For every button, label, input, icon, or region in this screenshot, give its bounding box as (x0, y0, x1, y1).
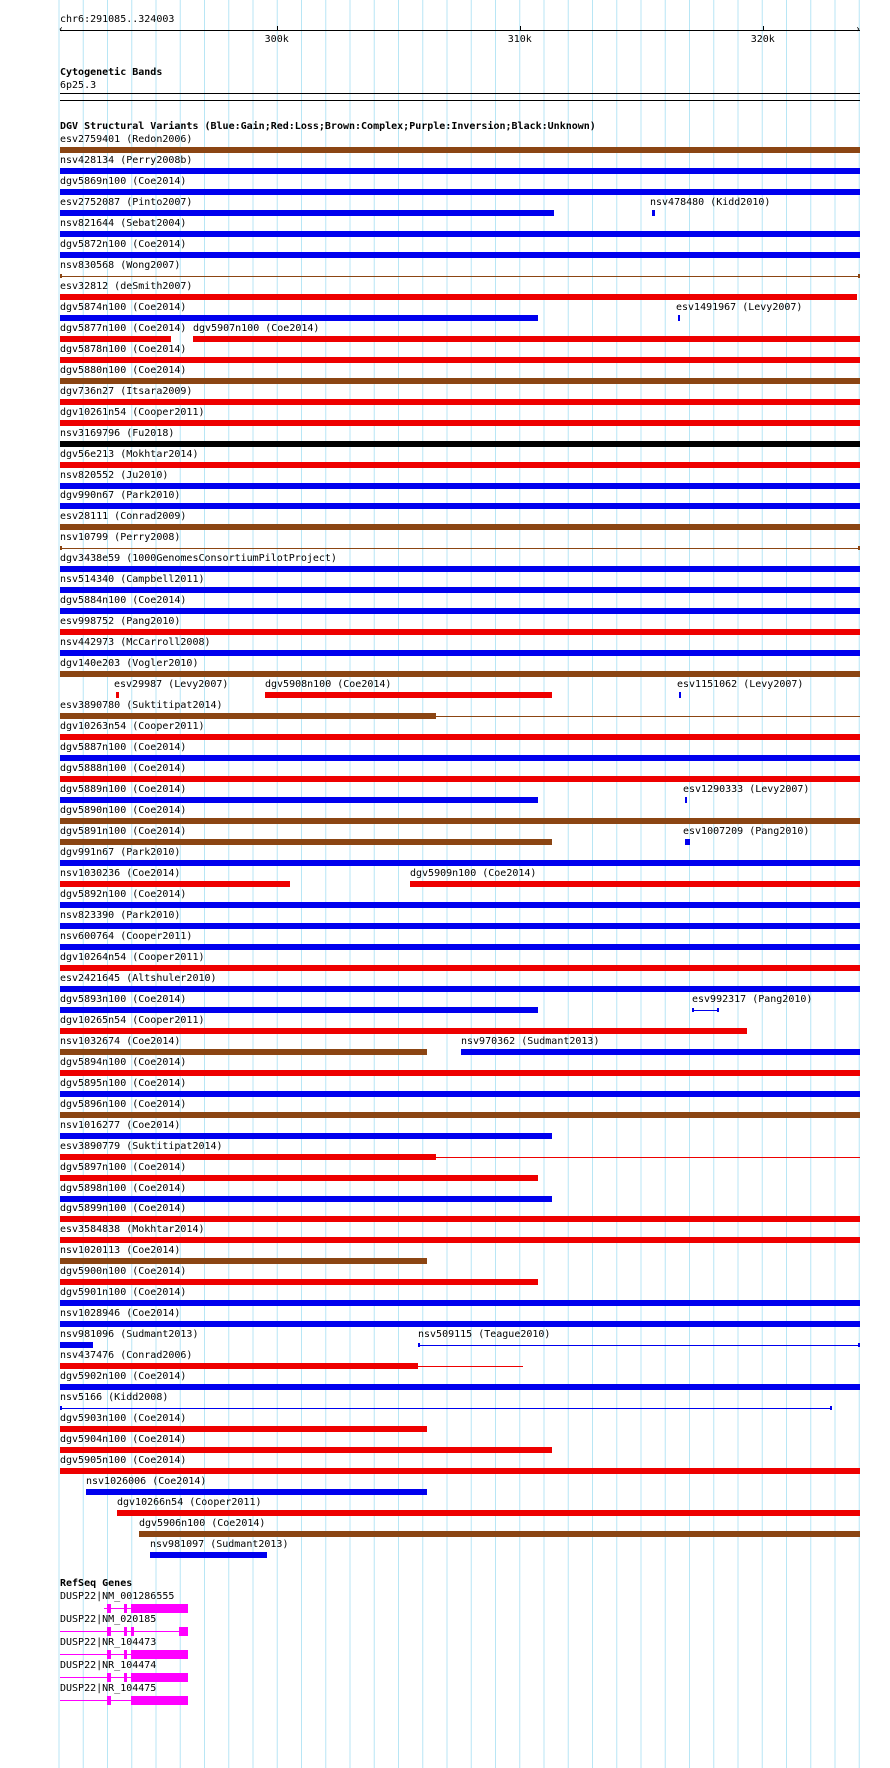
dgv-variant-cap (858, 1343, 860, 1347)
refseq-exon[interactable] (107, 1604, 112, 1613)
dgv-variant-label[interactable]: dgv736n27 (Itsara2009) (60, 386, 193, 397)
dgv-variant-label[interactable]: dgv5904n100 (Coe2014) (60, 1434, 187, 1445)
dgv-variant-label[interactable]: nsv478480 (Kidd2010) (650, 197, 771, 208)
dgv-variant-label[interactable]: nsv1032674 (Coe2014) (60, 1036, 181, 1047)
dgv-variant-cap (60, 546, 62, 550)
dgv-variant-bar[interactable] (60, 671, 860, 677)
dgv-variant-bar[interactable] (60, 1028, 747, 1034)
ruler-tick-label: 300k (264, 34, 289, 45)
dgv-variant-bar[interactable] (60, 231, 860, 237)
dgv-variant-label[interactable]: dgv5888n100 (Coe2014) (60, 763, 187, 774)
dgv-variant-label[interactable]: dgv10264n54 (Cooper2011) (60, 952, 205, 963)
dgv-variant-bar[interactable] (60, 902, 860, 908)
dgv-variant-bar[interactable] (60, 944, 860, 950)
dgv-variant-label[interactable]: dgv5900n100 (Coe2014) (60, 1266, 187, 1277)
cytoband-label: 6p25.3 (60, 80, 97, 91)
dgv-variant-bar[interactable] (193, 336, 860, 342)
dgv-variant-label[interactable]: dgv5889n100 (Coe2014) (60, 784, 187, 795)
dgv-variant-label[interactable]: dgv5872n100 (Coe2014) (60, 239, 187, 250)
dgv-variant-label[interactable]: dgv5905n100 (Coe2014) (60, 1455, 187, 1466)
dgv-variant-label[interactable]: dgv5907n100 (Coe2014) (193, 323, 320, 334)
dgv-variant-bar[interactable] (60, 923, 860, 929)
dgv-variant-bar[interactable] (60, 755, 860, 761)
dgv-variant-label[interactable]: esv2759401 (Redon2006) (60, 134, 193, 145)
dgv-variant-bar[interactable] (60, 1321, 860, 1327)
dgv-variant-cap (858, 274, 860, 278)
dgv-variant-label[interactable]: nsv1020113 (Coe2014) (60, 1245, 181, 1256)
dgv-variant-cap (858, 546, 860, 550)
dgv-variant-bar[interactable] (60, 441, 860, 447)
dgv-variant-label[interactable]: dgv5902n100 (Coe2014) (60, 1371, 187, 1382)
dgv-variant-label[interactable]: dgv5874n100 (Coe2014) (60, 302, 187, 313)
dgv-variant-bar[interactable] (60, 1447, 552, 1453)
dgv-variant-bar[interactable] (60, 420, 860, 426)
dgv-variant-bar[interactable] (60, 1133, 552, 1139)
cytoband-line (60, 93, 860, 94)
dgv-variant-label[interactable]: dgv5897n100 (Coe2014) (60, 1162, 187, 1173)
dgv-variant-label[interactable]: dgv5894n100 (Coe2014) (60, 1057, 187, 1068)
refseq-gene-label[interactable]: DUSP22|NM_001286555 (60, 1591, 175, 1602)
dgv-variant-bar[interactable] (461, 1049, 860, 1055)
dgv-variant-tick[interactable] (678, 315, 680, 321)
dgv-variant-label[interactable]: nsv514340 (Campbell2011) (60, 574, 205, 585)
dgv-variant-bar[interactable] (60, 965, 860, 971)
dgv-variant-bar[interactable] (60, 1342, 93, 1348)
ruler-left-arrow-icon: ‹ (58, 24, 65, 35)
dgv-variant-bar[interactable] (60, 1300, 860, 1306)
dgv-variant-label[interactable]: nsv600764 (Cooper2011) (60, 931, 193, 942)
ruler-tick (763, 26, 764, 31)
dgv-variant-label[interactable]: nsv5166 (Kidd2008) (60, 1392, 169, 1403)
ruler-line (60, 30, 860, 31)
dgv-variant-cap (60, 274, 62, 278)
refseq-exon[interactable] (179, 1627, 188, 1636)
dgv-variant-bar[interactable] (60, 818, 860, 824)
dgv-variant-label[interactable]: dgv5869n100 (Coe2014) (60, 176, 187, 187)
dgv-variant-extension[interactable] (436, 1157, 860, 1158)
dgv-variant-bar[interactable] (60, 399, 860, 405)
refseq-exon[interactable] (124, 1604, 127, 1613)
dgv-variant-label[interactable]: esv2752087 (Pinto2007) (60, 197, 193, 208)
cytoband-track-title[interactable]: Cytogenetic Bands (60, 67, 163, 78)
dgv-variant-bar[interactable] (139, 1531, 860, 1537)
dgv-variant-bar[interactable] (60, 1384, 860, 1390)
dgv-variant-label[interactable]: nsv10799 (Perry2008) (60, 532, 181, 543)
dgv-variant-label[interactable]: dgv5908n100 (Coe2014) (265, 679, 392, 690)
dgv-variant-label[interactable]: dgv5891n100 (Coe2014) (60, 826, 187, 837)
dgv-variant-bar[interactable] (60, 1258, 427, 1264)
dgv-variant-bar[interactable] (60, 1049, 427, 1055)
dgv-variant-label[interactable]: dgv5903n100 (Coe2014) (60, 1413, 187, 1424)
dgv-variant-bar[interactable] (60, 1007, 538, 1013)
dgv-variant-label[interactable]: nsv1016277 (Coe2014) (60, 1120, 181, 1131)
dgv-variant-label[interactable]: dgv5909n100 (Coe2014) (410, 868, 537, 879)
dgv-variant-label[interactable]: dgv5898n100 (Coe2014) (60, 1183, 187, 1194)
dgv-variant-bar[interactable] (60, 986, 860, 992)
dgv-variant-line[interactable] (60, 548, 860, 549)
dgv-variant-bar[interactable] (117, 1510, 860, 1516)
dgv-variant-extension[interactable] (418, 1366, 524, 1367)
dgv-variant-bar[interactable] (60, 189, 860, 195)
dgv-variant-label[interactable]: nsv981096 (Sudmant2013) (60, 1329, 199, 1340)
dgv-variant-bar[interactable] (410, 881, 860, 887)
dgv-variant-label[interactable]: nsv3169796 (Fu2018) (60, 428, 175, 439)
dgv-variant-bar[interactable] (60, 503, 860, 509)
dgv-variant-label[interactable]: esv28111 (Conrad2009) (60, 511, 187, 522)
dgv-variant-label[interactable]: nsv1030236 (Coe2014) (60, 868, 181, 879)
dgv-variant-bar[interactable] (60, 357, 860, 363)
dgv-variant-bar[interactable] (60, 734, 860, 740)
dgv-variant-cap (830, 1406, 832, 1410)
refseq-exon[interactable] (124, 1673, 127, 1682)
dgv-variant-bar[interactable] (60, 483, 860, 489)
dgv-variant-label[interactable]: dgv5906n100 (Coe2014) (139, 1518, 266, 1529)
dgv-variant-label[interactable]: dgv5884n100 (Coe2014) (60, 595, 187, 606)
dgv-variant-bar[interactable] (60, 776, 860, 782)
dgv-variant-label[interactable]: esv3890780 (Suktitipat2014) (60, 700, 223, 711)
dgv-variant-bar[interactable] (60, 713, 436, 719)
dgv-variant-bar[interactable] (60, 1112, 860, 1118)
dgv-variant-label[interactable]: dgv991n67 (Park2010) (60, 847, 181, 858)
dgv-variant-bar[interactable] (60, 860, 860, 866)
ruler-tick (277, 26, 278, 31)
dgv-variant-label[interactable]: dgv10265n54 (Cooper2011) (60, 1015, 205, 1026)
ruler-tick-label: 310k (507, 34, 532, 45)
refseq-track-title[interactable]: RefSeq Genes (60, 1578, 133, 1589)
dgv-variant-label[interactable]: nsv442973 (McCarroll2008) (60, 637, 211, 648)
refseq-exon[interactable] (124, 1627, 127, 1636)
dgv-variant-bar[interactable] (60, 1216, 860, 1222)
dgv-variant-label[interactable]: dgv56e213 (Mokhtar2014) (60, 449, 199, 460)
dgv-variant-label[interactable]: nsv981097 (Sudmant2013) (150, 1539, 289, 1550)
dgv-variant-label[interactable]: dgv5895n100 (Coe2014) (60, 1078, 187, 1089)
dgv-variant-label[interactable]: nsv970362 (Sudmant2013) (461, 1036, 600, 1047)
dgv-variant-bar[interactable] (60, 566, 860, 572)
dgv-variant-bar[interactable] (60, 1237, 860, 1243)
dgv-variant-bar[interactable] (60, 252, 860, 258)
refseq-exon[interactable] (131, 1673, 188, 1682)
ruler-tick-label: 320k (750, 34, 775, 45)
dgv-variant-label[interactable]: nsv820552 (Ju2010) (60, 470, 169, 481)
dgv-variant-label[interactable]: nsv821644 (Sebat2004) (60, 218, 187, 229)
dgv-variant-bar[interactable] (60, 1091, 860, 1097)
dgv-variant-label[interactable]: dgv5899n100 (Coe2014) (60, 1203, 187, 1214)
dgv-variant-label[interactable]: esv1007209 (Pang2010) (683, 826, 810, 837)
dgv-variant-bar[interactable] (60, 378, 860, 384)
dgv-variant-label[interactable]: esv1151062 (Levy2007) (677, 679, 804, 690)
refseq-exon[interactable] (107, 1650, 112, 1659)
dgv-variant-label[interactable]: dgv3438e59 (1000GenomesConsortiumPilotProject) (60, 553, 337, 564)
refseq-exon[interactable] (131, 1696, 188, 1705)
ruler-tick (520, 26, 521, 31)
dgv-variant-bar[interactable] (60, 1070, 860, 1076)
dgv-variant-label[interactable]: dgv5896n100 (Coe2014) (60, 1099, 187, 1110)
dgv-variant-label[interactable]: dgv5890n100 (Coe2014) (60, 805, 187, 816)
dgv-variant-label[interactable]: dgv10266n54 (Cooper2011) (117, 1497, 262, 1508)
dgv-variant-bar[interactable] (150, 1552, 267, 1558)
refseq-exon[interactable] (107, 1673, 112, 1682)
dgv-variant-label[interactable]: nsv437476 (Conrad2006) (60, 1350, 193, 1361)
dgv-variant-label[interactable]: dgv5880n100 (Coe2014) (60, 365, 187, 376)
refseq-exon[interactable] (107, 1696, 112, 1705)
dgv-variant-cap (60, 1406, 62, 1410)
dgv-variant-label[interactable]: nsv823390 (Park2010) (60, 910, 181, 921)
dgv-variant-cap (418, 1343, 420, 1347)
dgv-variant-tick[interactable] (116, 692, 118, 698)
dgv-variant-tick[interactable] (679, 692, 681, 698)
dgv-variant-bar[interactable] (60, 1175, 538, 1181)
dgv-variant-bar[interactable] (60, 1279, 538, 1285)
dgv-variant-line[interactable] (60, 1408, 832, 1409)
dgv-variant-bar[interactable] (60, 524, 860, 530)
refseq-gene-label[interactable]: DUSP22|NR_104473 (60, 1637, 157, 1648)
dgv-variant-bar[interactable] (60, 629, 860, 635)
dgv-variant-label[interactable]: dgv10263n54 (Cooper2011) (60, 721, 205, 732)
dgv-variant-bar[interactable] (265, 692, 553, 698)
refseq-exon[interactable] (131, 1650, 188, 1659)
dgv-variant-bar[interactable] (60, 839, 552, 845)
dgv-variant-bar[interactable] (60, 462, 860, 468)
dgv-variant-line[interactable] (418, 1345, 860, 1346)
dgv-variant-label[interactable]: nsv1028946 (Coe2014) (60, 1308, 181, 1319)
refseq-exon[interactable] (124, 1650, 127, 1659)
dgv-variant-label[interactable]: dgv5892n100 (Coe2014) (60, 889, 187, 900)
dgv-variant-bar[interactable] (60, 1363, 418, 1369)
refseq-exon[interactable] (131, 1604, 188, 1613)
dgv-variant-label[interactable]: nsv428134 (Perry2008b) (60, 155, 193, 166)
refseq-gene-label[interactable]: DUSP22|NM_020185 (60, 1614, 157, 1625)
dgv-variant-bar[interactable] (60, 1196, 552, 1202)
dgv-track-title[interactable]: DGV Structural Variants (Blue:Gain;Red:Loss;Brown:Complex;Purple:Inversion;Black:Unknown) (60, 121, 596, 132)
dgv-variant-label[interactable]: esv3584838 (Mokhtar2014) (60, 1224, 205, 1235)
dgv-variant-bar[interactable] (60, 608, 860, 614)
dgv-variant-label[interactable]: nsv830568 (Wong2007) (60, 260, 181, 271)
dgv-variant-cap (717, 1008, 719, 1012)
dgv-variant-bar[interactable] (60, 1154, 436, 1160)
track-separator (60, 100, 860, 101)
dgv-variant-bar[interactable] (60, 294, 857, 300)
dgv-variant-label[interactable]: nsv1026006 (Coe2014) (86, 1476, 207, 1487)
dgv-variant-bar[interactable] (60, 1426, 427, 1432)
dgv-variant-bar[interactable] (60, 147, 860, 153)
refseq-exon[interactable] (107, 1627, 112, 1636)
dgv-variant-label[interactable]: esv1491967 (Levy2007) (676, 302, 803, 313)
dgv-variant-bar[interactable] (60, 168, 860, 174)
refseq-gene-label[interactable]: DUSP22|NR_104474 (60, 1660, 157, 1671)
dgv-variant-bar[interactable] (60, 650, 860, 656)
dgv-variant-bar[interactable] (86, 1489, 427, 1495)
dgv-variant-label[interactable]: dgv5887n100 (Coe2014) (60, 742, 187, 753)
dgv-variant-label[interactable]: esv998752 (Pang2010) (60, 616, 181, 627)
dgv-variant-label[interactable]: nsv509115 (Teague2010) (418, 1329, 551, 1340)
dgv-variant-line[interactable] (692, 1010, 719, 1011)
dgv-variant-label[interactable]: dgv5901n100 (Coe2014) (60, 1287, 187, 1298)
dgv-variant-label[interactable]: dgv10261n54 (Cooper2011) (60, 407, 205, 418)
dgv-variant-bar[interactable] (60, 1468, 860, 1474)
dgv-variant-extension[interactable] (436, 716, 860, 717)
dgv-variant-label[interactable]: dgv5877n100 (Coe2014) (60, 323, 187, 334)
dgv-variant-label[interactable]: dgv5893n100 (Coe2014) (60, 994, 187, 1005)
dgv-variant-label[interactable]: esv2421645 (Altshuler2010) (60, 973, 217, 984)
dgv-variant-bar[interactable] (60, 210, 554, 216)
dgv-variant-tick[interactable] (652, 210, 654, 216)
position-label: chr6:291085..324003 (60, 14, 175, 25)
dgv-variant-bar[interactable] (60, 797, 538, 803)
refseq-exon[interactable] (131, 1627, 135, 1636)
dgv-variant-label[interactable]: dgv140e203 (Vogler2010) (60, 658, 199, 669)
dgv-variant-label[interactable]: esv32812 (deSmith2007) (60, 281, 193, 292)
dgv-variant-tick[interactable] (685, 839, 690, 845)
dgv-variant-label[interactable]: esv29987 (Levy2007) (114, 679, 229, 690)
dgv-variant-bar[interactable] (60, 315, 538, 321)
dgv-variant-label[interactable]: dgv5878n100 (Coe2014) (60, 344, 187, 355)
dgv-variant-bar[interactable] (60, 881, 290, 887)
dgv-variant-bar[interactable] (60, 587, 860, 593)
dgv-variant-cap (692, 1008, 694, 1012)
dgv-variant-line[interactable] (60, 276, 860, 277)
dgv-variant-label[interactable]: esv992317 (Pang2010) (692, 994, 813, 1005)
dgv-variant-tick[interactable] (685, 797, 687, 803)
dgv-variant-bar[interactable] (60, 336, 171, 342)
dgv-variant-label[interactable]: esv3890779 (Suktitipat2014) (60, 1141, 223, 1152)
dgv-variant-label[interactable]: dgv990n67 (Park2010) (60, 490, 181, 501)
ruler-right-arrow-icon: › (855, 24, 862, 35)
dgv-variant-label[interactable]: esv1290333 (Levy2007) (683, 784, 810, 795)
refseq-gene-label[interactable]: DUSP22|NR_104475 (60, 1683, 157, 1694)
